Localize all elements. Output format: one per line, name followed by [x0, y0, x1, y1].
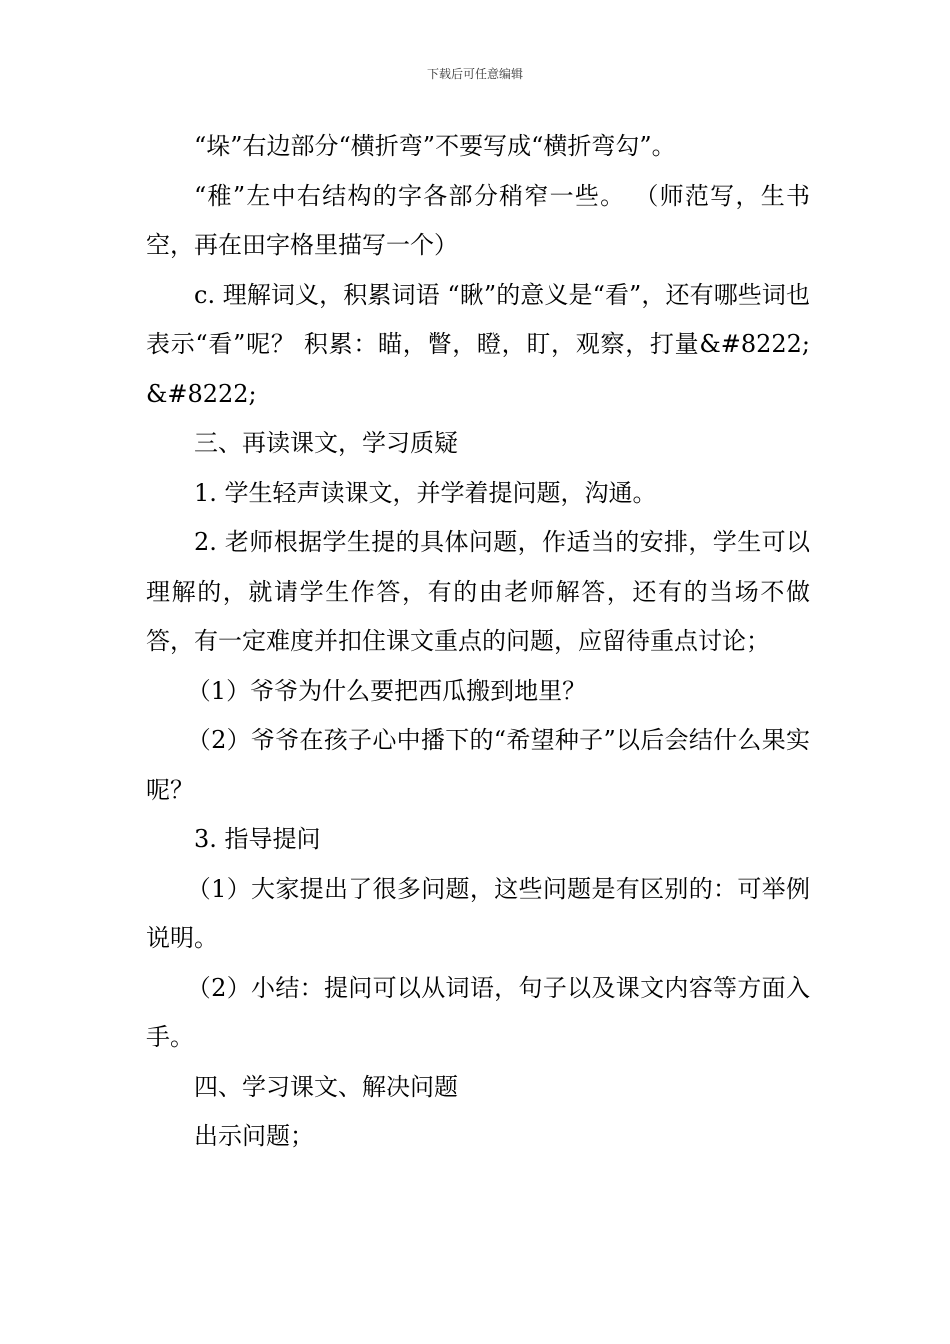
paragraph-step-2: 2. 老师根据学生提的具体问题，作适当的安排，学生可以理解的，就请学生作答，有的由老师解答，还有的当场不做答，有一定难度并扣住课文重点的问题，应留待重点讨论；	[146, 528, 810, 655]
section-heading-study: 四、学习课文、解决问题	[194, 1072, 458, 1101]
paragraph-stroke-note: “垛”右边部分“横折弯”不要写成“横折弯勾”。	[194, 132, 676, 160]
paragraph-guidance-2: （2）小结：提问可以从词语，句子以及课文内容等方面入手。	[146, 973, 810, 1051]
paragraph-question-1: （1）爷爷为什么要把西瓜搬到地里？	[186, 676, 587, 705]
paragraph-question-2: （2）爷爷在孩子心中播下的“希望种子”以后会结什么果实呢？	[146, 726, 810, 804]
paragraph-vocabulary: c. 理解词义，积累词语 “瞅”的意义是“看”，还有哪些词也表示“看”呢？ 积累：瞄，瞥，瞪，盯，观察，打量&#8222;&#8222;	[146, 280, 810, 408]
paragraph-guidance-1: （1）大家提出了很多问题，这些问题是有区别的：可举例说明。	[146, 874, 810, 952]
document-body	[146, 122, 810, 1162]
paragraph-step-1: 1. 学生轻声读课文，并学着提问题，沟通。	[194, 478, 657, 507]
paragraph-step-3: 3. 指导提问	[194, 825, 321, 853]
section-heading-reread: 三、再读课文，学习质疑	[194, 429, 458, 457]
paragraph-structure-note: “稚”左中右结构的字各部分稍窄一些。 （师范写，生书空，再在田字格里描写一个）	[146, 181, 810, 259]
page-header: 下载后可任意编辑	[426, 67, 523, 81]
paragraph-show-questions: 出示问题；	[194, 1122, 314, 1150]
